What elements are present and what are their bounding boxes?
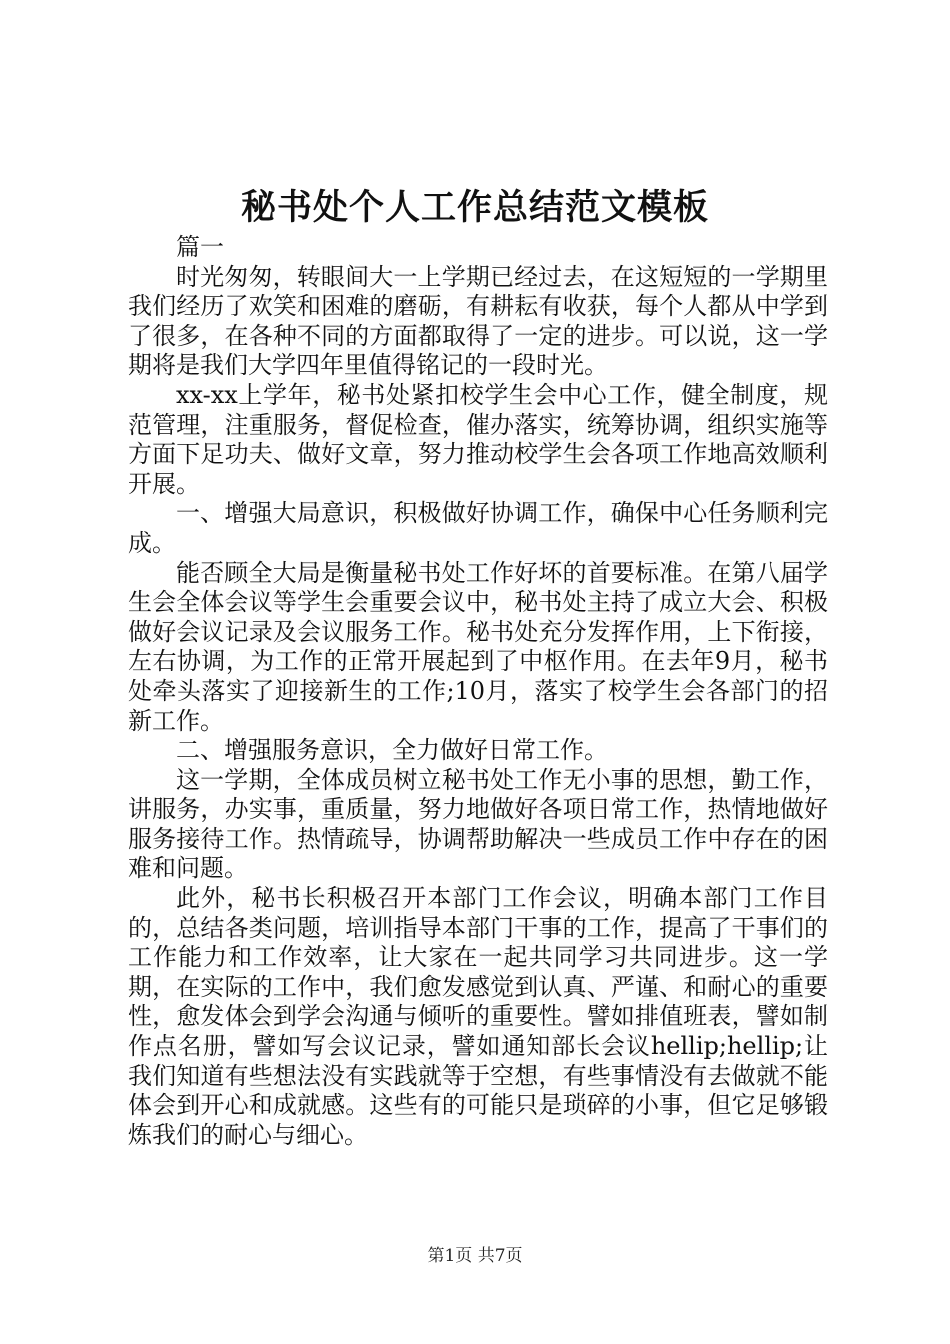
section-heading: 一、增强大局意识，积极做好协调工作，确保中心任务顺利完成。 [128, 499, 828, 557]
page-number-footer: 第1页 共7页 [427, 1246, 523, 1266]
paragraph: xx-xx上学年，秘书处紧扣校学生会中心工作，健全制度，规范管理，注重服务，督促检查，催办落实，统筹协调，组织实施等方面下足功夫、做好文章，努力推动校学生会各项工作地高效顺利开展。 [128, 380, 828, 498]
paragraph: 时光匆匆，转眼间大一上学期已经过去，在这短短的一学期里我们经历了欢笑和困难的磨砺，有耕耘有收获，每个人都从中学到了很多，在各种不同的方面都取得了一定的进步。可以说，这一学期将是我们大学四年里值得铭记的一段时光。 [128, 262, 828, 380]
paragraph: 这一学期，全体成员树立秘书处工作无小事的思想，勤工作，讲服务，办实事，重质量，努力地做好各项日常工作，热情地做好服务接待工作。热情疏导，协调帮助解决一些成员工作中存在的困难和问题。 [128, 765, 828, 883]
section-label: 篇一 [176, 233, 224, 261]
paragraph: 此外，秘书长积极召开本部门工作会议，明确本部门工作目的，总结各类问题，培训指导本部门干事的工作，提高了干事们的工作能力和工作效率，让大家在一起共同学习共同进步。这一学期，在实际的工作中，我们愈发感觉到认真、严谨、和耐心的重要性，愈发体会到学会沟通与倾听的重要性。譬如排值班表，譬如制作点名册，譬如写会议记录，譬如通知部长会议hellip;hellip;让我们知道有些想法没有实践就等于空想，有些事情没有去做就不能体会到开心和成就感。这些有的可能只是琐碎的小事，但它足够锻炼我们的耐心与细心。 [128, 884, 828, 1149]
document-title: 秘书处个人工作总结范文模板 [240, 187, 709, 228]
document-body [128, 233, 828, 1150]
section-heading: 二、增强服务意识，全力做好日常工作。 [176, 736, 608, 765]
paragraph: 能否顾全大局是衡量秘书处工作好坏的首要标准。在第八届学生会全体会议等学生会重要会议中，秘书处主持了成立大会、积极做好会议记录及会议服务工作。秘书处充分发挥作用，上下衔接，左右协调，为工作的正常开展起到了中枢作用。在去年9月，秘书处牵头落实了迎接新生的工作;10月，落实了校学生会各部门的招新工作。 [128, 558, 828, 735]
